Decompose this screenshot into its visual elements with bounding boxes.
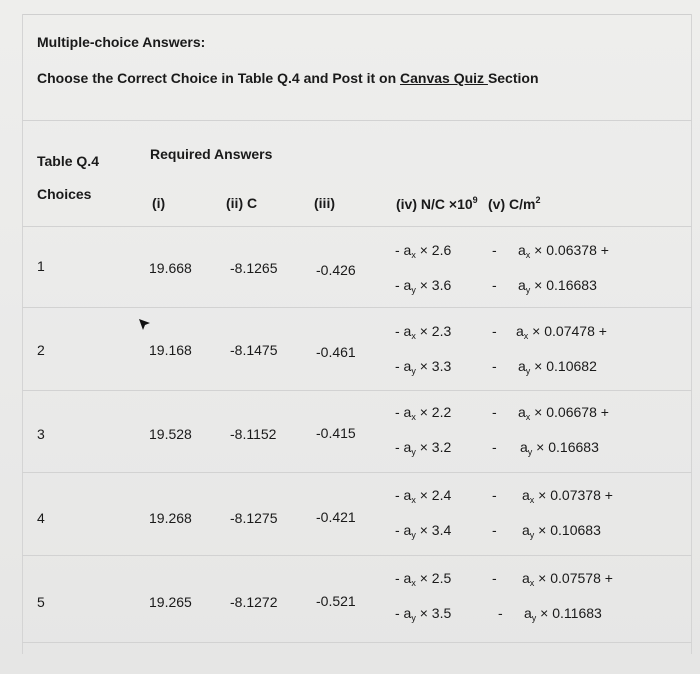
cell-i: 19.265: [149, 594, 192, 610]
cell-i: 19.168: [149, 342, 192, 358]
col-header-v: (v) $C/m^2$: [488, 195, 541, 212]
choices-label: Choices: [37, 186, 92, 202]
cell-v-x: $a_x \times 0.07478$ +: [516, 323, 607, 341]
cell-ii: -8.1475: [230, 342, 278, 358]
cell-i: 19.268: [149, 510, 192, 526]
cell-iv-x: - $a_x \times 2.6$: [395, 242, 452, 260]
col-header-iii: (iii): [314, 195, 335, 211]
dash: -: [492, 358, 497, 374]
choice-number: 1: [37, 258, 45, 274]
choice-number: 4: [37, 510, 45, 526]
cell-iv-y: - $a_y \times 3.5$: [395, 605, 452, 623]
cell-iv-y: - $a_y \times 3.3$: [395, 358, 452, 376]
row-divider: [22, 472, 692, 473]
row-divider: [22, 307, 692, 308]
dash: -: [492, 404, 497, 420]
instruction-prefix: Choose the Correct Choice in Table Q.4 and Post it on: [37, 70, 401, 86]
cell-ii: -8.1275: [230, 510, 278, 526]
row-divider: [22, 390, 692, 391]
instruction-suffix: Section: [487, 70, 539, 86]
cell-iii: -0.415: [316, 425, 356, 441]
col-header-i: (i): [152, 195, 166, 211]
choice-number: 2: [37, 342, 45, 358]
instruction-text: [37, 70, 539, 86]
right-border: [691, 14, 692, 654]
dash: -: [498, 605, 503, 621]
cell-v-x: $a_x \times 0.07378$ +: [522, 487, 613, 505]
dash: -: [492, 277, 497, 293]
cell-iii: -0.521: [316, 593, 356, 609]
divider: [22, 120, 692, 121]
cell-v-x: $a_x \times 0.07578$ +: [522, 570, 613, 588]
cell-iv-y: - $a_y \times 3.4$: [395, 522, 452, 540]
cell-iii: -0.426: [316, 262, 356, 278]
cell-v-y: $a_y \times 0.10683$: [522, 522, 601, 540]
cell-iv-x: - $a_x \times 2.4$: [395, 487, 452, 505]
cell-v-x: $a_x \times 0.06678$ +: [518, 404, 609, 422]
cell-v-x: $a_x \times 0.06378$ +: [518, 242, 609, 260]
left-border: [22, 14, 23, 654]
choice-number: 5: [37, 594, 45, 610]
dash: -: [492, 487, 497, 503]
cell-v-y: $a_y \times 0.16683$: [518, 277, 597, 295]
page-title: Multiple-choice Answers:: [37, 34, 206, 50]
required-answers-label: Required Answers: [150, 146, 273, 162]
canvas-quiz-link[interactable]: Canvas Quiz: [400, 70, 488, 86]
cell-v-y: $a_y \times 0.10682$: [518, 358, 597, 376]
col-header-ii: (ii) C: [226, 195, 258, 211]
top-border: [22, 14, 692, 15]
cell-iv-x: - $a_x \times 2.2$: [395, 404, 452, 422]
dash: -: [492, 570, 497, 586]
dash: -: [492, 439, 497, 455]
cell-ii: -8.1272: [230, 594, 278, 610]
row-divider: [22, 555, 692, 556]
cell-v-y: $a_y \times 0.16683$: [520, 439, 599, 457]
cell-iii: -0.421: [316, 509, 356, 525]
cell-iv-x: - $a_x \times 2.5$: [395, 570, 452, 588]
cell-ii: -8.1152: [230, 426, 277, 442]
row-divider: [22, 226, 692, 227]
col-header-iv: (iv) $N/C \times 10^9$: [396, 195, 478, 212]
dash: -: [492, 323, 497, 339]
cell-iii: -0.461: [316, 344, 356, 360]
table-name: Table Q.4: [37, 153, 99, 169]
cell-iv-y: - $a_y \times 3.2$: [395, 439, 452, 457]
cell-i: 19.528: [149, 426, 192, 442]
dash: -: [492, 242, 497, 258]
dash: -: [492, 522, 497, 538]
choice-number: 3: [37, 426, 45, 442]
cell-i: 19.668: [149, 260, 192, 276]
cell-iv-y: - $a_y \times 3.6$: [395, 277, 452, 295]
cell-iv-x: - $a_x \times 2.3$: [395, 323, 452, 341]
bottom-border: [22, 642, 692, 643]
mouse-pointer-icon: [138, 318, 152, 332]
cell-v-y: $a_y \times 0.11683$: [524, 605, 602, 623]
cell-ii: -8.1265: [230, 260, 278, 276]
